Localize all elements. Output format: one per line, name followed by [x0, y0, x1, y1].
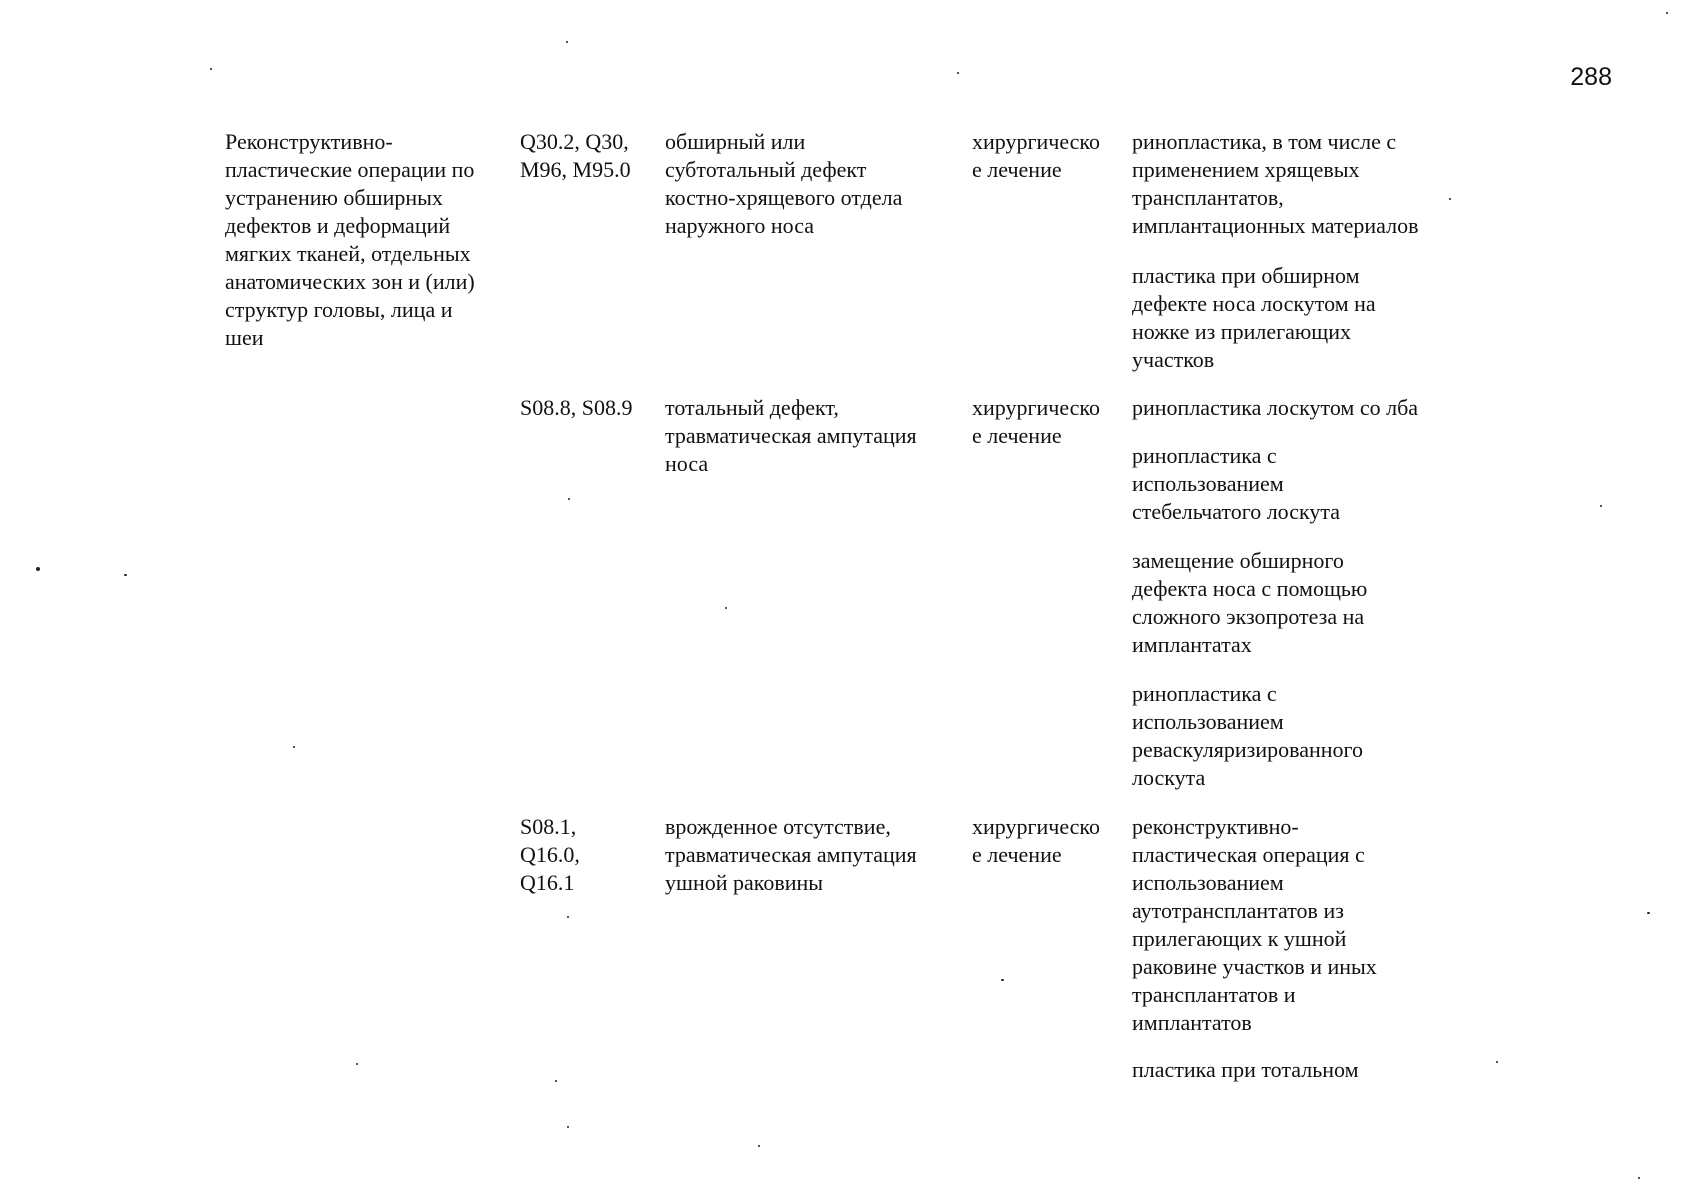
- scan-speck: [124, 574, 127, 576]
- scan-speck: [568, 498, 570, 500]
- row-3-codes: S08.1, Q16.0, Q16.1: [520, 814, 580, 895]
- scan-speck: [725, 607, 727, 609]
- scan-speck: [1647, 912, 1650, 914]
- row-2-diagnosis: тотальный дефект, травматическая ампутация носа: [665, 395, 917, 476]
- row-1-method-1: ринопластика, в том числе с применением хрящевых трансплантатов, имплантационных материалов: [1132, 129, 1419, 238]
- row-2-method-1: ринопластика лоскутом со лба: [1132, 395, 1419, 420]
- scan-speck: [566, 41, 568, 43]
- scan-speck: [555, 1080, 557, 1082]
- row-2-method-3: замещение обширного дефекта носа с помощью сложного экзопротеза на имплантатах: [1132, 548, 1368, 657]
- page-number: 288: [1570, 63, 1612, 91]
- row-2-method-4: ринопластика с использованием реваскуляризированного лоскута: [1132, 681, 1364, 790]
- row-1-method-2: пластика при обширном дефекте носа лоскутом на ножке из прилегающих участков: [1132, 263, 1376, 372]
- scan-speck: [293, 746, 295, 748]
- scan-speck: [758, 1145, 760, 1147]
- scan-speck: [1638, 1177, 1640, 1179]
- row-1-treatment: хирургическо е лечение: [972, 129, 1100, 182]
- scan-speck: [567, 916, 569, 918]
- scan-speck: [567, 1126, 569, 1128]
- group-name-cell: Реконструктивно- пластические операции по устранению обширных дефектов и деформаций мягких тканей, отдельных анатомических зон и (или) структур головы, лица и шеи: [225, 129, 475, 350]
- scan-speck: [210, 68, 212, 70]
- scan-speck: [1666, 12, 1668, 14]
- scan-speck: [356, 1063, 358, 1065]
- scan-speck: [957, 72, 959, 74]
- scan-speck: [1001, 979, 1004, 981]
- scan-speck: [1600, 505, 1602, 507]
- scan-speck: [1496, 1061, 1498, 1063]
- row-2-method-2: ринопластика с использованием стебельчатого лоскута: [1132, 443, 1341, 524]
- row-3-treatment: хирургическо е лечение: [972, 814, 1100, 867]
- row-3-diagnosis: врожденное отсутствие, травматическая ампутация ушной раковины: [665, 814, 917, 895]
- scan-speck: [36, 567, 40, 571]
- row-3-method-1: реконструктивно- пластическая операция с использованием аутотрансплантатов из прилегающих к ушной раковине участков и иных трансплантатов и имплантатов: [1132, 814, 1377, 1035]
- row-2-treatment: хирургическо е лечение: [972, 395, 1100, 448]
- scan-speck: [1449, 198, 1451, 200]
- row-1-codes: Q30.2, Q30, M96, M95.0: [520, 129, 631, 182]
- row-3-method-2: пластика при тотальном: [1132, 1057, 1359, 1082]
- row-1-diagnosis: обширный или субтотальный дефект костно-хрящевого отдела наружного носа: [665, 129, 903, 238]
- row-2-codes: S08.8, S08.9: [520, 395, 633, 420]
